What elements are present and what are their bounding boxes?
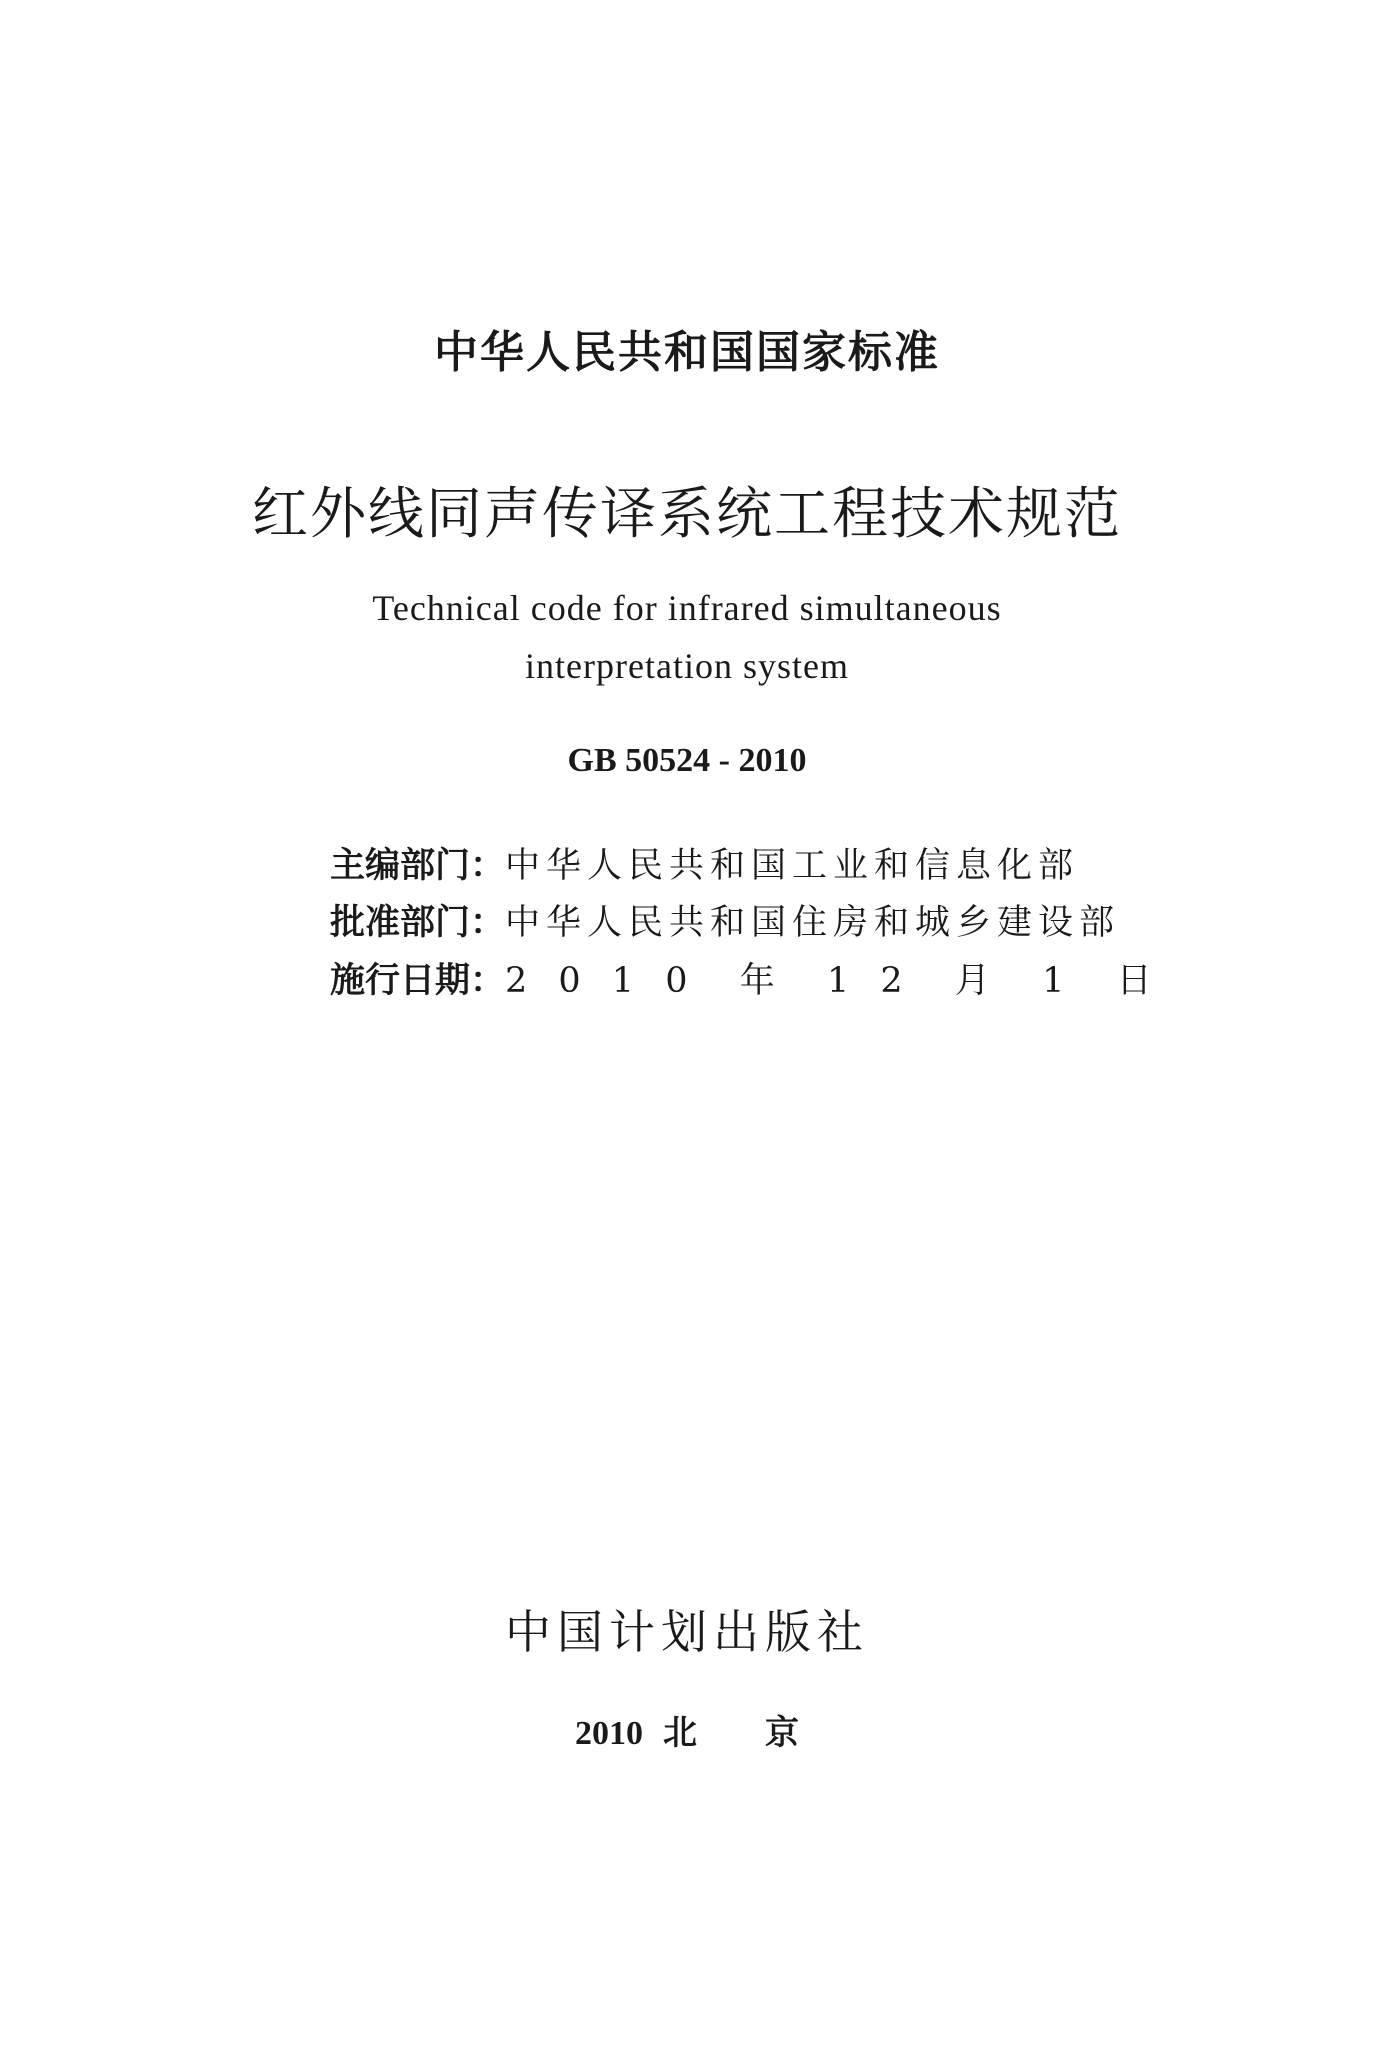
publish-info: [0, 1705, 1374, 1754]
document-title-zh: 红外线同声传译系统工程技术规范: [252, 482, 1122, 547]
publisher-name: 中国计划出版社: [505, 1605, 869, 1659]
standard-type: 中华人民共和国国家标准: [434, 327, 940, 378]
publish-city: 北 京: [663, 1713, 799, 1753]
publish-year: 2010: [575, 1715, 643, 1752]
chief-department-label: 主编部门：: [330, 846, 506, 886]
approval-department-row: [330, 895, 1120, 945]
document-title-en-line2: interpretation system: [525, 646, 849, 686]
chief-department-value: 中华人民共和国工业和信息化部: [505, 846, 1080, 886]
chief-department-row: [330, 838, 1079, 888]
effective-date-row: [330, 953, 1162, 1003]
approval-department-label: 批准部门：: [330, 903, 506, 943]
effective-date-value: 2 0 1 0 年 1 2 月 1 日: [505, 961, 1162, 1001]
document-title-en-line1: Technical code for infrared simultaneous: [372, 588, 1002, 628]
standard-code: GB 50524 - 2010: [567, 742, 807, 779]
approval-department-value: 中华人民共和国住房和城乡建设部: [505, 903, 1121, 943]
effective-date-label: 施行日期：: [330, 961, 506, 1001]
